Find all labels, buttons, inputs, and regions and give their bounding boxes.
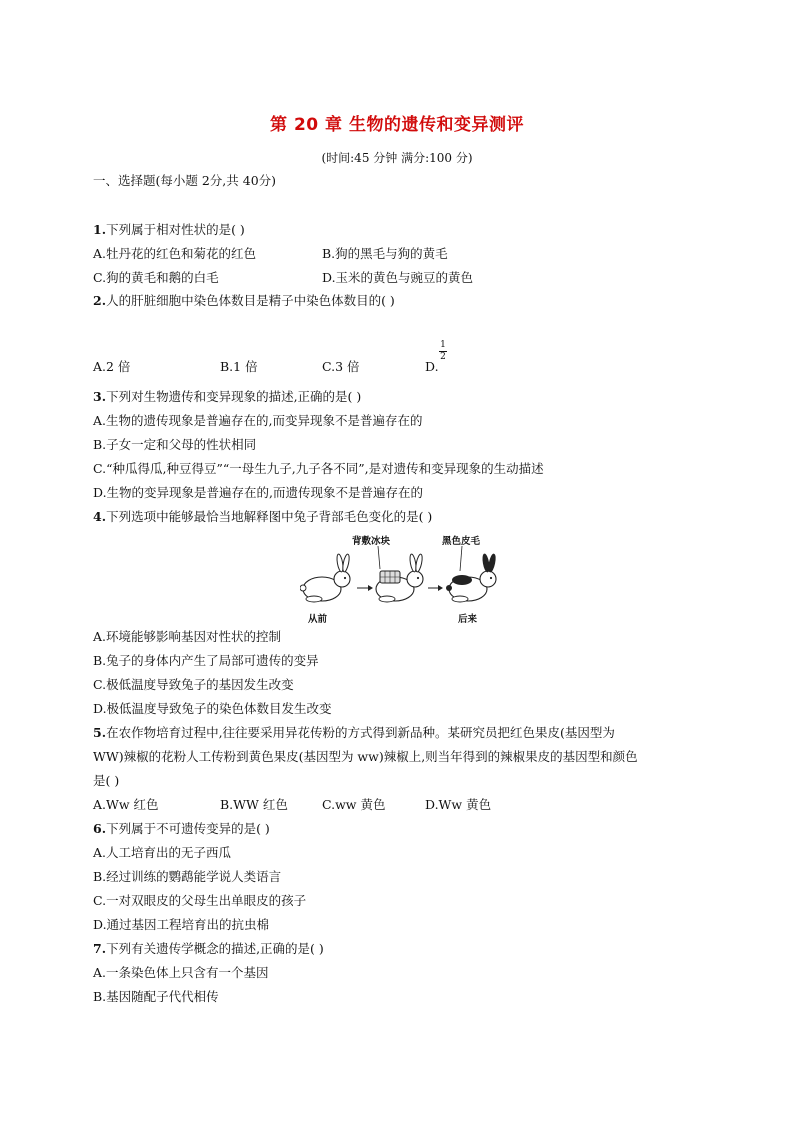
q3-option-c[interactable]: C.“种瓜得瓜,种豆得豆”“一母生九子,九子各不同”,是对遗传和变异现象的生动描述 [93,461,544,476]
question-5-stem-line-1: 在农作物培育过程中,往往要采用异花传粉的方式得到新品种。某研究员把红色果皮(基因型为 [106,725,615,740]
q2-option-a[interactable]: A.2 倍 [93,359,131,374]
question-7 [93,941,324,957]
q1-option-a[interactable]: A.牡丹花的红色和菊花的红色 [93,246,257,261]
arrow-right-icon [428,585,443,591]
question-7-number: 7. [93,941,107,956]
question-4-stem: 下列选项中能够最恰当地解释图中兔子背部毛色变化的是( ) [106,509,433,524]
q6-option-c[interactable]: C.一对双眼皮的父母生出单眼皮的孩子 [93,893,307,908]
q2-option-c[interactable]: C.3 倍 [322,359,360,374]
exam-time-score: (时间:45 分钟 满分:100 分) [321,151,473,165]
rabbits-illustration [300,533,520,611]
question-5-number: 5. [93,725,107,740]
question-5-stem-line-3: 是( ) [93,773,120,788]
q1-option-d[interactable]: D.玉米的黄色与豌豆的黄色 [322,270,474,285]
question-3 [93,389,361,405]
question-6 [93,821,270,837]
rabbit-ice-pack-icon [376,554,423,602]
question-2-number: 2. [93,293,107,308]
q3-option-d[interactable]: D.生物的变异现象是普遍存在的,而遗传现象不是普遍存在的 [93,485,424,500]
q7-option-b[interactable]: B.基因随配子代代相传 [93,989,219,1004]
q1-option-b[interactable]: B.狗的黑毛与狗的黄毛 [322,246,448,261]
q5-option-b[interactable]: B.WW 红色 [220,797,288,812]
figure-label-black-fur: 黑色皮毛 [442,536,481,547]
q3-option-b[interactable]: B.子女一定和父母的性状相同 [93,437,257,452]
figure-label-ice: 背敷冰块 [352,536,391,547]
q6-option-d[interactable]: D.通过基因工程培育出的抗虫棉 [93,917,270,932]
question-1-number: 1. [93,222,107,237]
question-6-stem: 下列属于不可遗传变异的是( ) [106,821,270,836]
q3-option-a[interactable]: A.生物的遗传现象是普遍存在的,而变异现象不是普遍存在的 [93,413,423,428]
q4-option-b[interactable]: B.兔子的身体内产生了局部可遗传的变异 [93,653,319,668]
q1-option-c[interactable]: C.狗的黄毛和鹅的白毛 [93,270,219,285]
section-heading: 一、选择题(每小题 2分,共 40分) [93,173,277,188]
q2-option-d[interactable]: D. [425,359,439,374]
rabbit-before-icon [300,554,350,602]
figure-label-before: 从前 [308,614,328,625]
question-6-number: 6. [93,821,107,836]
figure-label-after: 后来 [458,614,478,625]
q4-option-c[interactable]: C.极低温度导致兔子的基因发生改变 [93,677,294,692]
question-4 [93,509,432,525]
question-5-stem-line-2: WW)辣椒的花粉人工传粉到黄色果皮(基因型为 ww)辣椒上,则当年得到的辣椒果皮的基因型和颜色 [93,749,638,764]
question-3-stem: 下列对生物遗传和变异现象的描述,正确的是( ) [106,389,362,404]
q2-option-d-fraction [438,340,448,363]
question-4-number: 4. [93,509,107,524]
q5-option-d[interactable]: D.Ww 黄色 [425,797,492,812]
page-title: 第 20 章 生物的遗传和变异测评 [270,115,524,135]
q6-option-a[interactable]: A.人工培育出的无子西瓜 [93,845,232,860]
arrow-right-icon [357,585,373,591]
question-7-stem: 下列有关遗传学概念的描述,正确的是( ) [106,941,324,956]
question-5 [93,725,615,741]
question-3-number: 3. [93,389,107,404]
q5-option-a[interactable]: A.Ww 红色 [93,797,159,812]
question-2 [93,293,395,309]
q5-option-c[interactable]: C.ww 黄色 [322,797,386,812]
question-1 [93,222,245,238]
q4-option-a[interactable]: A.环境能够影响基因对性状的控制 [93,629,282,644]
question-1-stem: 下列属于相对性状的是( ) [106,222,245,237]
q6-option-b[interactable]: B.经过训练的鹦鹉能学说人类语言 [93,869,282,884]
rabbit-after-icon [446,554,496,602]
q4-option-d[interactable]: D.极低温度导致兔子的染色体数目发生改变 [93,701,332,716]
q7-option-a[interactable]: A.一条染色体上只含有一个基因 [93,965,269,980]
rabbit-figure [300,533,520,625]
fraction-numerator: 1 [440,340,446,350]
fraction-denominator: 2 [440,352,446,362]
question-2-stem: 人的肝脏细胞中染色体数目是精子中染色体数目的( ) [106,293,395,308]
q2-option-b[interactable]: B.1 倍 [220,359,258,374]
